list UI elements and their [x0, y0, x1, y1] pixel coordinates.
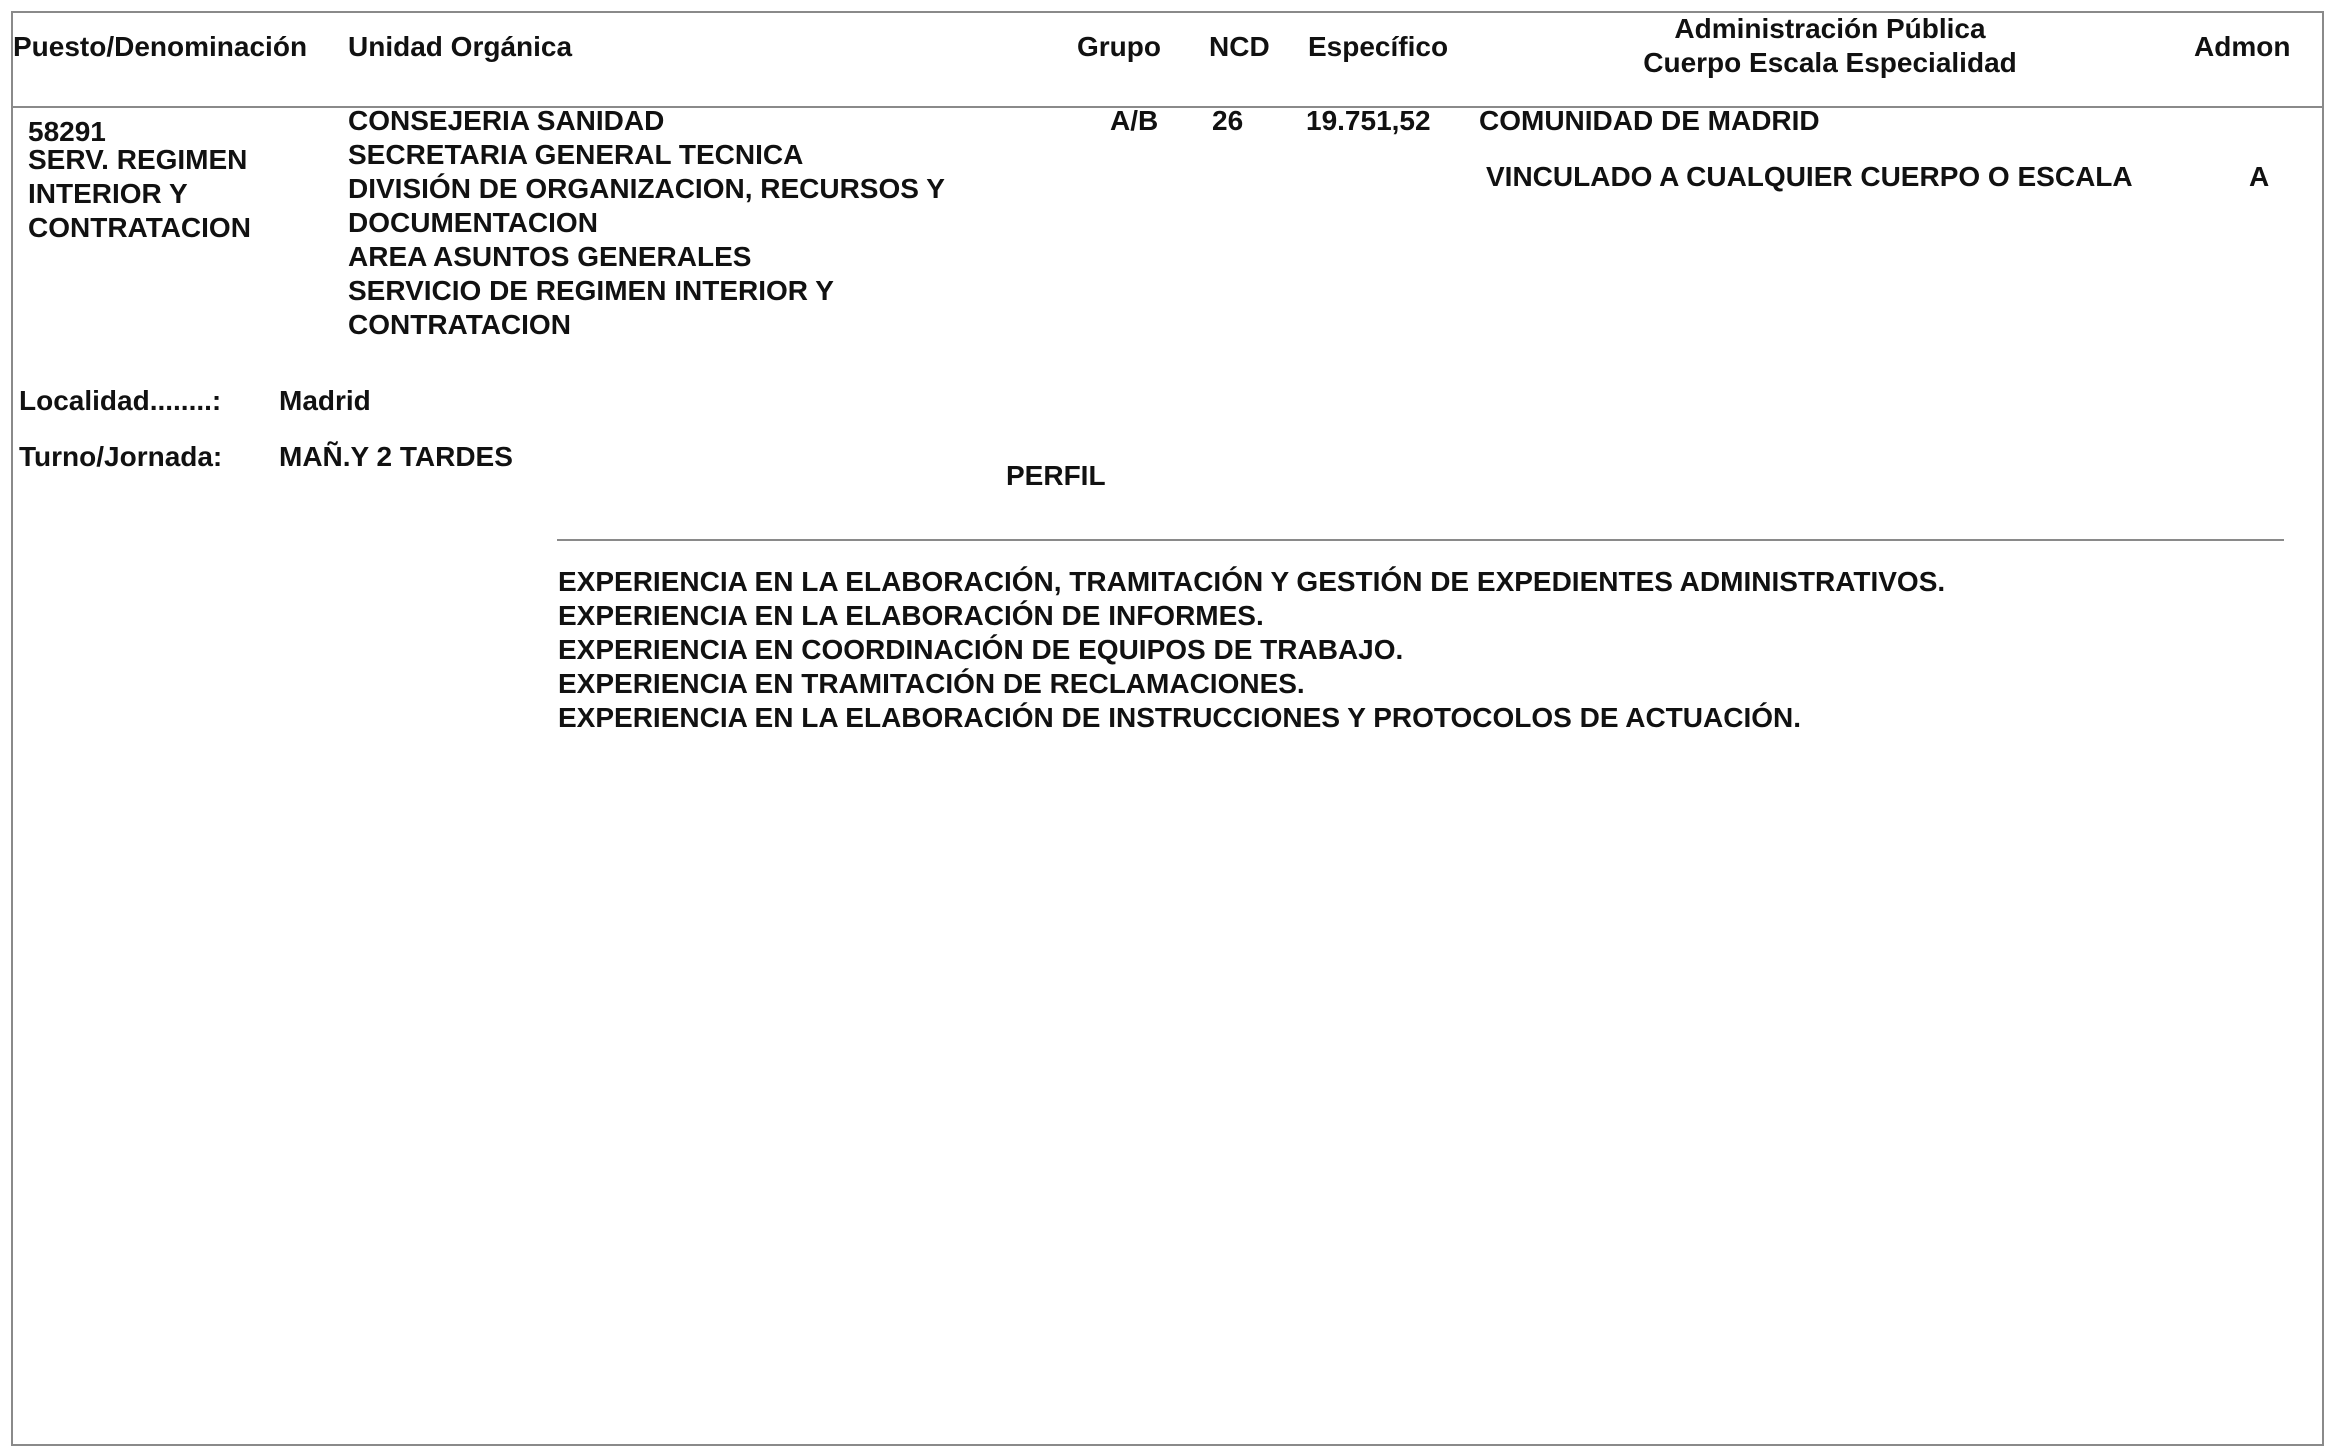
unidad-line: SERVICIO DE REGIMEN INTERIOR Y: [348, 275, 834, 306]
turno-value: MAÑ.Y 2 TARDES: [279, 441, 513, 472]
header-admon: Admon: [2194, 31, 2291, 62]
header-grupo: Grupo: [1077, 31, 1161, 62]
localidad-value: Madrid: [279, 385, 371, 416]
localidad-label: Localidad........:: [19, 385, 222, 416]
unidad-line: AREA ASUNTOS GENERALES: [348, 241, 752, 272]
header-unidad: Unidad Orgánica: [348, 31, 573, 62]
perfil-item: EXPERIENCIA EN LA ELABORACIÓN, TRAMITACIÓN Y GESTIÓN DE EXPEDIENTES ADMINISTRATIVOS.: [558, 566, 1946, 597]
unidad-line: CONTRATACION: [348, 309, 571, 340]
unidad-line: DIVISIÓN DE ORGANIZACION, RECURSOS Y: [348, 173, 945, 204]
perfil-title: PERFIL: [1006, 460, 1106, 491]
ncd-value: 26: [1212, 105, 1244, 136]
turno-label: Turno/Jornada:: [19, 441, 223, 472]
header-admin-line2: Cuerpo Escala Especialidad: [1643, 47, 2017, 78]
perfil-item: EXPERIENCIA EN LA ELABORACIÓN DE INSTRUCCIONES Y PROTOCOLOS DE ACTUACIÓN.: [558, 702, 1802, 733]
perfil-list: [558, 565, 1945, 735]
perfil-item: EXPERIENCIA EN COORDINACIÓN DE EQUIPOS DE TRABAJO.: [558, 634, 1404, 665]
puesto-denominacion: [28, 143, 251, 245]
puesto-denominacion-line: SERV. REGIMEN: [28, 144, 248, 175]
grupo-value: A/B: [1110, 105, 1159, 136]
cuerpo-escala-value: VINCULADO A CUALQUIER CUERPO O ESCALA: [1486, 161, 2133, 192]
unidad-line: CONSEJERIA SANIDAD: [348, 105, 665, 136]
unidad-line: DOCUMENTACION: [348, 207, 598, 238]
header-puesto: Puesto/Denominación: [13, 31, 308, 62]
puesto-codigo: 58291: [28, 116, 106, 147]
perfil-item: EXPERIENCIA EN TRAMITACIÓN DE RECLAMACIONES.: [558, 668, 1305, 699]
header-especifico: Específico: [1308, 31, 1449, 62]
puesto-denominacion-line: CONTRATACION: [28, 212, 251, 243]
perfil-divider: [557, 539, 2284, 541]
administracion-value: COMUNIDAD DE MADRID: [1479, 105, 1820, 136]
especifico-value: 19.751,52: [1306, 105, 1431, 136]
header-admin-line1: Administración Pública: [1674, 13, 1986, 44]
header-ncd: NCD: [1209, 31, 1270, 62]
admon-value: A: [2249, 161, 2270, 192]
unidad-line: SECRETARIA GENERAL TECNICA: [348, 139, 804, 170]
unidad-organica: [348, 104, 945, 342]
perfil-item: EXPERIENCIA EN LA ELABORACIÓN DE INFORMES.: [558, 600, 1264, 631]
puesto-denominacion-line: INTERIOR Y: [28, 178, 188, 209]
